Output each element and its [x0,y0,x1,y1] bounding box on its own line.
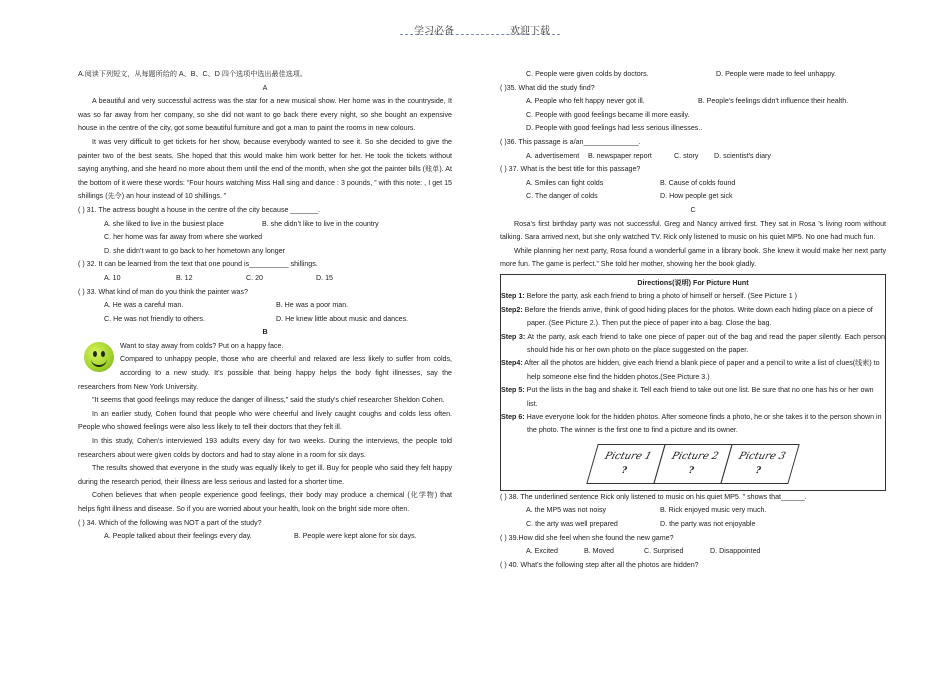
step-label: Step 6: [501,412,525,421]
option-b: B. newspaper report [588,151,652,160]
direction-step [501,411,885,438]
smiley-face-icon [84,342,114,372]
question-35-stem: ( )35. What did the study find? [500,83,595,92]
question-31-option-c [78,231,452,245]
question-33-options-ab [78,299,452,313]
question-38-options-cd [500,518,886,532]
option-a: A. Excited [526,547,558,556]
picture-label: Picture 1 [603,450,653,462]
picture-strip [501,444,885,484]
option-d: D. 15 [316,273,333,282]
step-text: After all the photos are hidden, give each friend a blank piece of paper and a pencil to write a list of clues(线索) to help someone else find the hidden photos.(See Picture 3.) [524,359,880,381]
option-d: D. People with good feelings had less serious illnesses.. [526,124,703,133]
header-left-text: 学习必备 [414,26,454,37]
question-35-option-c [500,109,886,123]
passage-a-paragraph: A beautiful and very successful actress was the star for a new musical show. Her home was in the countryside, It was so far away from her company, so she did not want to go back there every night, so she bought an expensive house in the centre of the city, got some beautiful furniture and got a man to paint the rooms in new colours. [78,97,452,133]
picture-label: Picture 2 [670,450,720,462]
option-a: A. People who felt happy never got ill. [526,97,645,106]
step-text: Put the lists in the bag and shake it. Tell each friend to take out one list. Be sure that no one has his or her own list. [526,386,874,408]
passage-c-paragraph: While planning her next party, Rosa found a wonderful game in a library book. She knew it would make her next party more fun. The game is perfect.” She told her mother, showing her the book gladly. [500,246,886,269]
passage-b-paragraph: In an earlier study, Cohen found that people who were cheerful and lively caught coughs and colds less often. People who showed feelings were also less likely to tell their doctors that they felt ill. [78,409,452,432]
question-31-options-ab [78,218,452,232]
option-c: C. her home was far away from where she worked [104,233,263,242]
section-instruction: A.阅读下列短文，从每题所给的 A、B、C、D 四个选项中选出最佳选项。 [78,70,307,78]
option-c: C. People were given colds by doctors. [526,70,649,78]
page-header [400,22,560,35]
question-31-stem: ( ) 31. The actress bought a house in the centre of the city because _______. [78,205,321,214]
right-column [500,68,886,572]
passage-b-intro: Compared to unhappy people, those who are cheerful and relaxed are less likely to suffer from colds, according to a new study. It's possible that being happy helps the body fight illnesses, say the researchers from New York University. [78,355,452,391]
step-text: Have everyone look for the hidden photos. After someone finds a photo, he or she takes it to the person shown in the photo. The winner is the first one to find a picture and its owner. [526,412,882,435]
option-c: C. Surprised [644,547,684,556]
option-a: A. 10 [104,273,121,282]
option-b: B. People's feelings didn't influence their health. [698,97,849,106]
question-33-stem: ( ) 33. What kind of man do you think the painter was? [78,287,248,296]
option-c: C. People with good feelings became ill more easily. [526,110,690,119]
question-38-stem: ( ) 38. The underlined sentence Rick only listened to music on his quiet MP5. ” shows that______. [500,492,807,501]
question-mark: ? [753,465,763,476]
passage-b-label: B [262,328,268,337]
passage-c-label: C [690,205,696,214]
option-b: B. People were kept alone for six days. [294,532,417,541]
option-a: A. advertisement [526,151,580,160]
question-37-options-ab [500,177,886,191]
direction-step [501,384,885,411]
direction-step [501,304,885,331]
passage-b-paragraph: "It seems that good feelings may reduce the danger of illness," said the study's chief researcher Sheldon Cohen. [92,396,445,405]
passage-c-paragraph: Rosa’s first birthday party was not successful. Greg and Nancy arrived first. They sat in Rosa ’s living room without talking. Sara arrived next, but she only watched TV. Rick only listened to music on his quiet MP5. No one had much fun. [500,219,886,242]
option-d: D. Disappointed [710,547,761,556]
option-c: C. the arty was well prepared [526,519,618,528]
option-d: D. He knew little about music and dances. [276,314,409,323]
question-39-options [500,545,886,559]
option-d: D. the party was not enjoyable [660,519,756,528]
option-a: A. He was a careful man. [104,301,184,310]
option-c: C. The danger of colds [526,192,598,201]
step-text: At the party, ask each friend to take one piece of paper out of the bag and read the paper silently. Each person should hide his or her own photo on the place suggested on the paper. [527,332,885,354]
direction-step [501,331,885,358]
question-33-options-cd [78,313,452,327]
option-c: C. story [674,151,699,160]
option-a: A. she liked to live in the busiest place [104,219,224,228]
option-b: B. Rick enjoyed music very much. [660,506,767,515]
question-39-stem: ( ) 39.How did she feel when she found the new game? [500,533,674,542]
step-text: Before the party, ask each friend to bring a photo of himself or herself. (See Picture 1 ) [526,292,797,301]
option-d: D. scientist's diary [714,151,771,160]
passage-a-label: A [262,83,268,92]
passage-b-intro: Want to stay away from colds? Put on a happy face. [120,341,284,350]
option-a: A. People talked about their feelings every day. [104,532,252,541]
passage-b-paragraph: Cohen believes that when people experience good feelings, their body may produce a chemical (化学物) that helps fight illness and disease. So if you are worried about your health, look on the bright side more often. [78,491,452,513]
question-35-option-d [500,122,886,136]
question-34-options-ab [78,530,452,544]
question-mark: ? [619,465,629,476]
question-37-options-cd [500,190,886,204]
question-32-stem: ( ) 32. It can be learned from the text that one pound is__________ shillings. [78,260,318,269]
option-b: B. He was a poor man. [276,301,349,310]
question-34-options-cd [500,68,886,82]
option-b: B. Cause of colds found [660,178,736,187]
step-text: Before the friends arrive, think of good hiding places for the photos. Write down each hiding place on a piece of paper. (See Picture 2.). Then put the piece of paper into a bag. Close the bag. [524,305,873,328]
passage-b-paragraph: In this study, Cohen's interviewed 193 adults every day for two weeks. During the interviews, the people told researchers about were given colds by doctors and had to stay alone in a room for six days. [78,437,452,459]
passage-a-paragraph: It was very difficult to get tickets for her show, because everybody wanted to see it. So she decided to give the painter two of the best seats. She hoped that this would make him work better for her. He took the tickets without saying anything, and she heard no more about them until the end of the month, when she got the painter bills (账单). At the bottom of it were these words: “Four hours watching Miss Hall sing and dance : 3 pounds, ” with this note: , I get 15 shillings (先令) an hour instead of 10 shillings. ” [78,137,452,201]
question-40-stem: ( ) 40. What’s the following step after all the photos are hidden? [500,560,699,569]
directions-title: Directions(说明) For Picture Hunt [637,278,749,287]
passage-b-paragraph: The results showed that everyone in the study was equally likely to get ill. Buy for people who said they felt happy during the research period, their illness are less serious and lasted for a shorter time. [78,464,452,486]
option-d: D. How people get sick [660,192,733,201]
question-35-options-ab [500,95,886,109]
step-label: Step 5: [501,386,525,395]
step-label: Step4: [501,359,523,368]
question-37-stem: ( ) 37. What is the best title for this passage? [500,165,641,174]
step-label: Step 3: [501,332,526,341]
option-b: B. 12 [176,273,193,282]
option-a: A. Smiles can fight colds [526,178,604,187]
option-d: D. she didn’t want to go back to her hometown any longer [104,246,285,255]
option-d: D. People were made to feel unhappy. [716,70,837,78]
question-38-options-ab [500,504,886,518]
question-36-stem: ( )36. This passage is a/an______________. [500,137,641,146]
step-label: Step 1: [501,292,525,301]
left-column [78,68,452,544]
option-b: B. she didn’t like to live in the country [262,219,379,228]
direction-step [501,357,885,384]
header-right-text: 欢迎下载 [510,26,550,37]
picture-label: Picture 3 [737,450,787,462]
question-32-options [78,272,452,286]
step-label: Step2: [501,305,523,314]
question-36-options [500,150,886,164]
direction-step [501,290,885,303]
option-a: A. the MP5 was not noisy [526,506,607,515]
directions-box [500,274,886,491]
option-c: C. 20 [246,273,263,282]
option-b: B. Moved [584,547,614,556]
question-34-stem: ( ) 34. Which of the following was NOT a part of the study? [78,518,262,527]
option-c: C. He was not friendly to others. [104,314,205,323]
question-mark: ? [686,465,696,476]
picture-3-card [720,444,799,484]
question-31-option-d [78,245,452,259]
